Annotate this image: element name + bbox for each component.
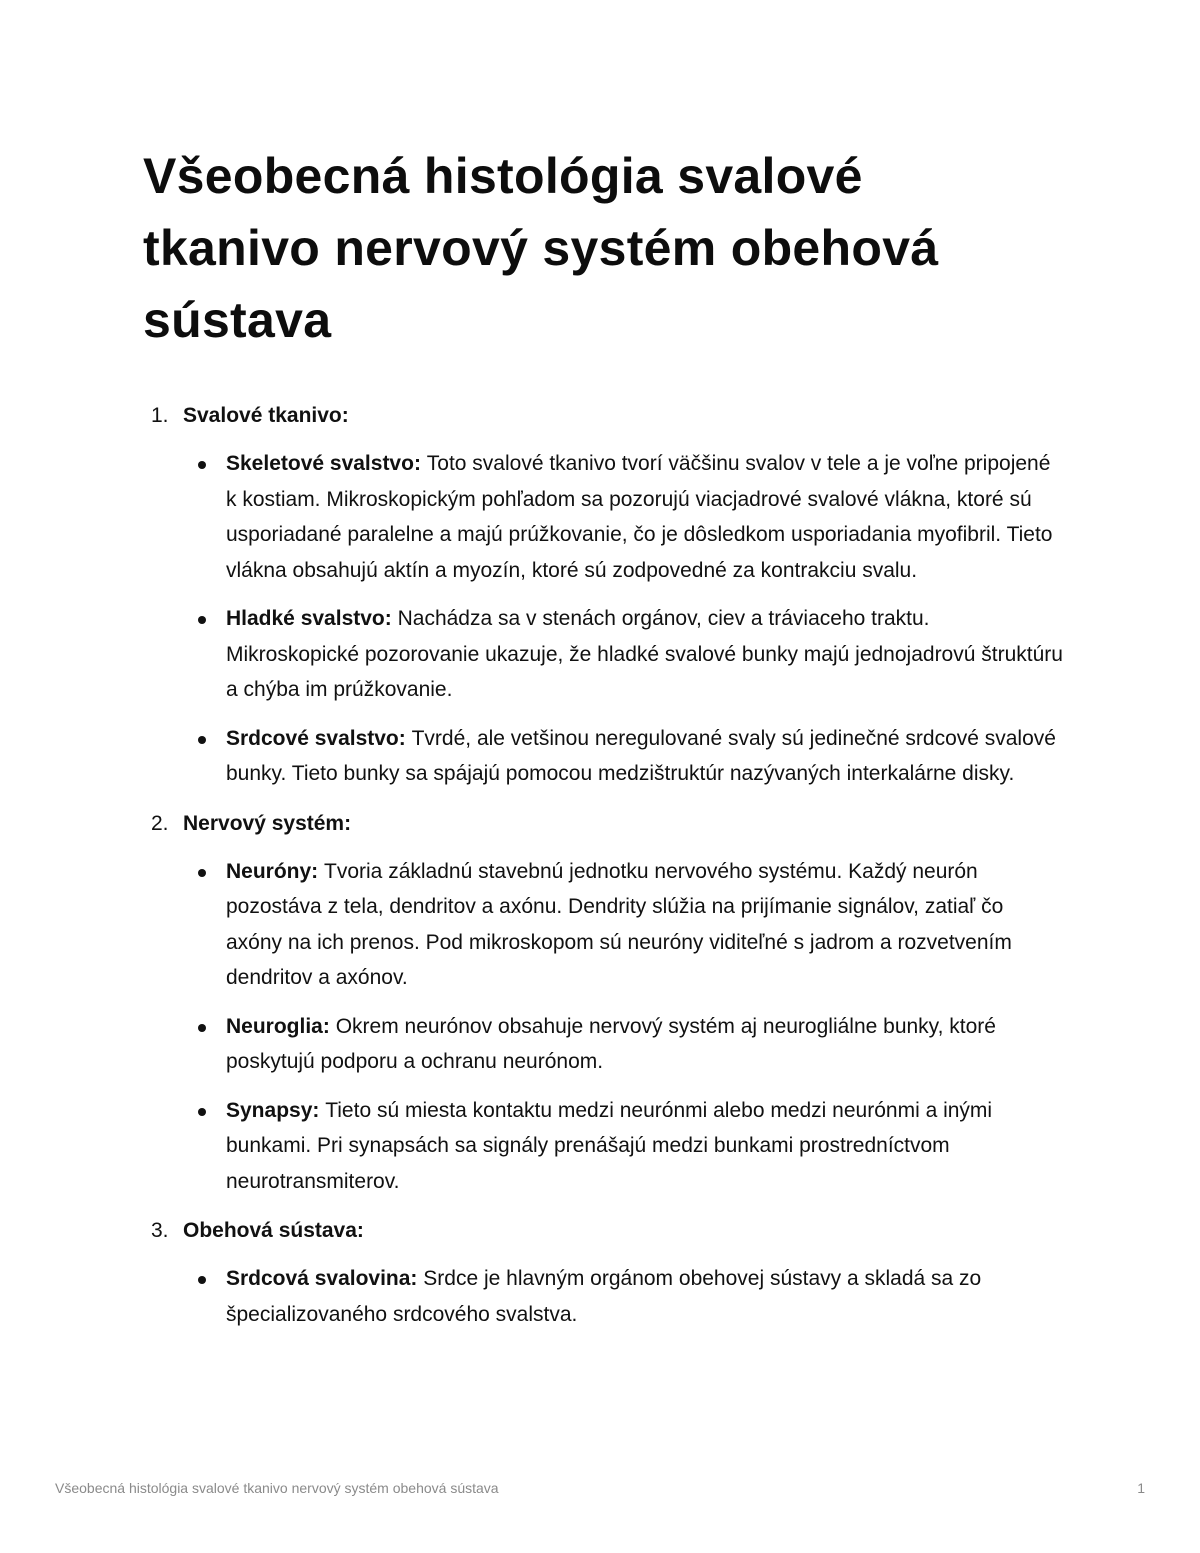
list-item: [143, 721, 1063, 792]
page-title: Všeobecná histológia svalové tkanivo nervový systém obehová sústava: [143, 148, 939, 348]
bullet-list: [143, 1261, 1063, 1332]
list-item: [143, 601, 1063, 708]
section-number: 3.: [151, 1219, 169, 1242]
page-footer-title: Všeobecná histológia svalové tkanivo nervový systém obehová sústava: [55, 1480, 499, 1496]
item-text: Tvoria základnú stavebnú jednotku nervového systému. Každý neurón pozostáva z tela, dendritov a axónu. Dendrity slúžia na prijímanie signálov, zatiaľ čo axóny na ich prenos. Pod mikroskopom sú neuróny viditeľné s jadrom a rozvetvením dendritov a axónov.: [226, 859, 1012, 989]
list-item: [143, 1261, 1063, 1332]
section-heading-text: Svalové tkanivo:: [183, 404, 349, 427]
section-nervous-system: [143, 806, 1063, 1200]
section-heading: [143, 1213, 1063, 1249]
item-text: Tieto sú miesta kontaktu medzi neurónmi alebo medzi neurónmi a inými bunkami. Pri synapsách sa signály prenášajú medzi bunkami prostredníctvom neurotransmiterov.: [226, 1098, 993, 1193]
item-text: Tvrdé, ale vetšinou neregulované svaly sú jedinečné srdcové svalové bunky. Tieto bunky sa spájajú pomocou medzištruktúr nazývaných interkalárne disky.: [226, 726, 1056, 785]
item-term: Neuróny:: [226, 859, 325, 883]
item-text: Srdce je hlavným orgánom obehovej sústavy a skladá sa zo špecializovaného srdcového svalstva.: [226, 1267, 982, 1326]
section-muscle-tissue: [143, 398, 1063, 792]
bullet-dot-icon: [198, 869, 206, 877]
section-heading: [143, 806, 1063, 842]
section-number: 1.: [151, 404, 169, 427]
bullet-dot-icon: [198, 1276, 206, 1284]
bullet-dot-icon: [198, 616, 206, 624]
item-term: Neuroglia:: [226, 1014, 336, 1038]
section-heading-text: Obehová sústava:: [183, 1219, 364, 1242]
item-term: Skeletové svalstvo:: [226, 452, 427, 475]
list-item: [143, 854, 1063, 996]
item-term: Synapsy:: [226, 1098, 326, 1122]
item-text: Nachádza sa v stenách orgánov, ciev a tráviaceho traktu. Mikroskopické pozorovanie ukazuje, že hladké svalové bunky majú jednojadrovú štruktúru a chýba im prúžkovanie.: [226, 607, 1063, 701]
bullet-list: [143, 854, 1063, 1200]
item-term: Hladké svalstvo:: [226, 607, 398, 630]
list-item: [143, 1093, 1063, 1200]
page-number: 1: [1137, 1480, 1145, 1496]
bullet-list: [143, 446, 1063, 792]
item-text: Toto svalové tkanivo tvorí väčšinu svalov v tele a je voľne pripojené k kostiam. Mikroskopickým pohľadom sa pozorujú viacjadrové svalové vlákna, ktoré sú usporiadané paralelne a majú prúžkovanie, čo je dôsledkom usporiadania myofibril. Tieto vlákna obsahujú aktín a myozín, ktoré sú zodpovedné za kontrakciu svalu.: [226, 452, 1053, 582]
section-heading: [143, 398, 1063, 434]
section-circulatory-system: [143, 1213, 1063, 1332]
section-heading-text: Nervový systém:: [183, 811, 352, 835]
list-item: [143, 1009, 1063, 1080]
section-number: 2.: [151, 811, 169, 835]
item-text: Okrem neurónov obsahuje nervový systém aj neurogliálne bunky, ktoré poskytujú podporu a ochranu neurónom.: [226, 1014, 996, 1073]
bullet-dot-icon: [198, 1108, 206, 1116]
bullet-dot-icon: [198, 1024, 206, 1032]
bullet-dot-icon: [198, 736, 206, 744]
item-term: Srdcová svalovina:: [226, 1267, 424, 1290]
item-term: Srdcové svalstvo:: [226, 726, 412, 750]
list-item: [143, 446, 1063, 588]
bullet-dot-icon: [198, 461, 206, 469]
section-list: [143, 398, 1063, 1346]
